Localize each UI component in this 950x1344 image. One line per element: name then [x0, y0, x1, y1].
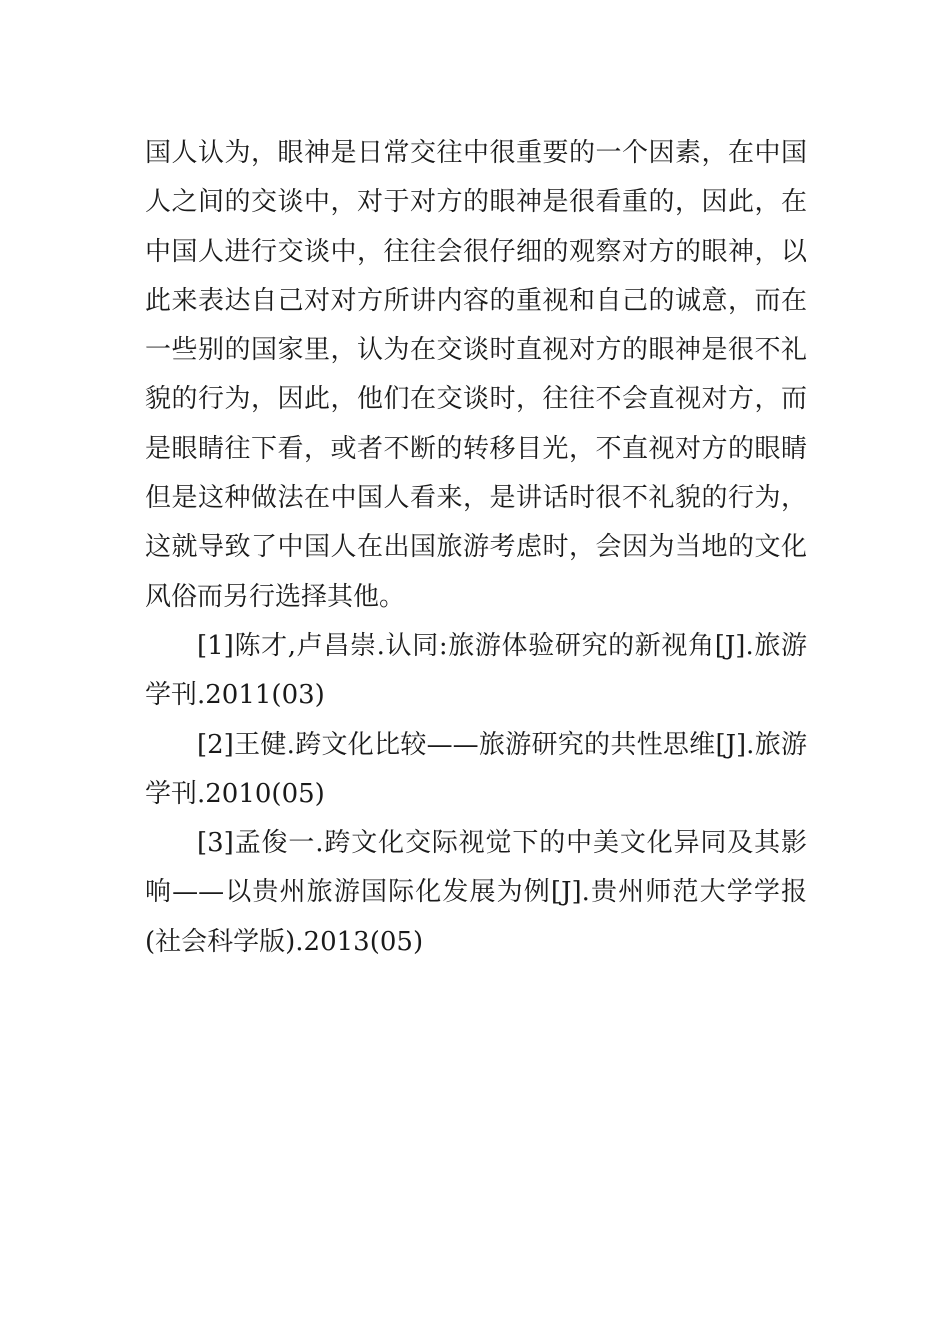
reference-item-2: [2]王健.跨文化比较——旅游研究的共性思维[J].旅游学刊.2010(05)	[145, 729, 807, 809]
page-content	[145, 129, 807, 967]
reference-item-3: [3]孟俊一.跨文化交际视觉下的中美文化异同及其影响——以贵州旅游国际化发展为例[J].贵州师范大学学报(社会科学版).2013(05)	[145, 828, 807, 957]
reference-item-1: [1]陈才,卢昌崇.认同:旅游体验研究的新视角[J].旅游学刊.2011(03)	[145, 630, 807, 711]
body-paragraph: 国人认为，眼神是日常交往中很重要的一个因素，在中国人之间的交谈中，对于对方的眼神是很看重的，因此，在中国人进行交谈中，往往会很仔细的观察对方的眼神，以此来表达自己对对方所讲内容的重视和自己的诚意，而在一些别的国家里，认为在交谈时直视对方的眼神是很不礼貌的行为，因此，他们在交谈时，往往不会直视对方，而是眼睛往下看，或者不断的转移目光，不直视对方的眼睛但是这种做法在中国人看来，是讲话时很不礼貌的行为，这就导致了中国人在出国旅游考虑时，会因为当地的文化风俗而另行选择其他。	[145, 138, 807, 612]
